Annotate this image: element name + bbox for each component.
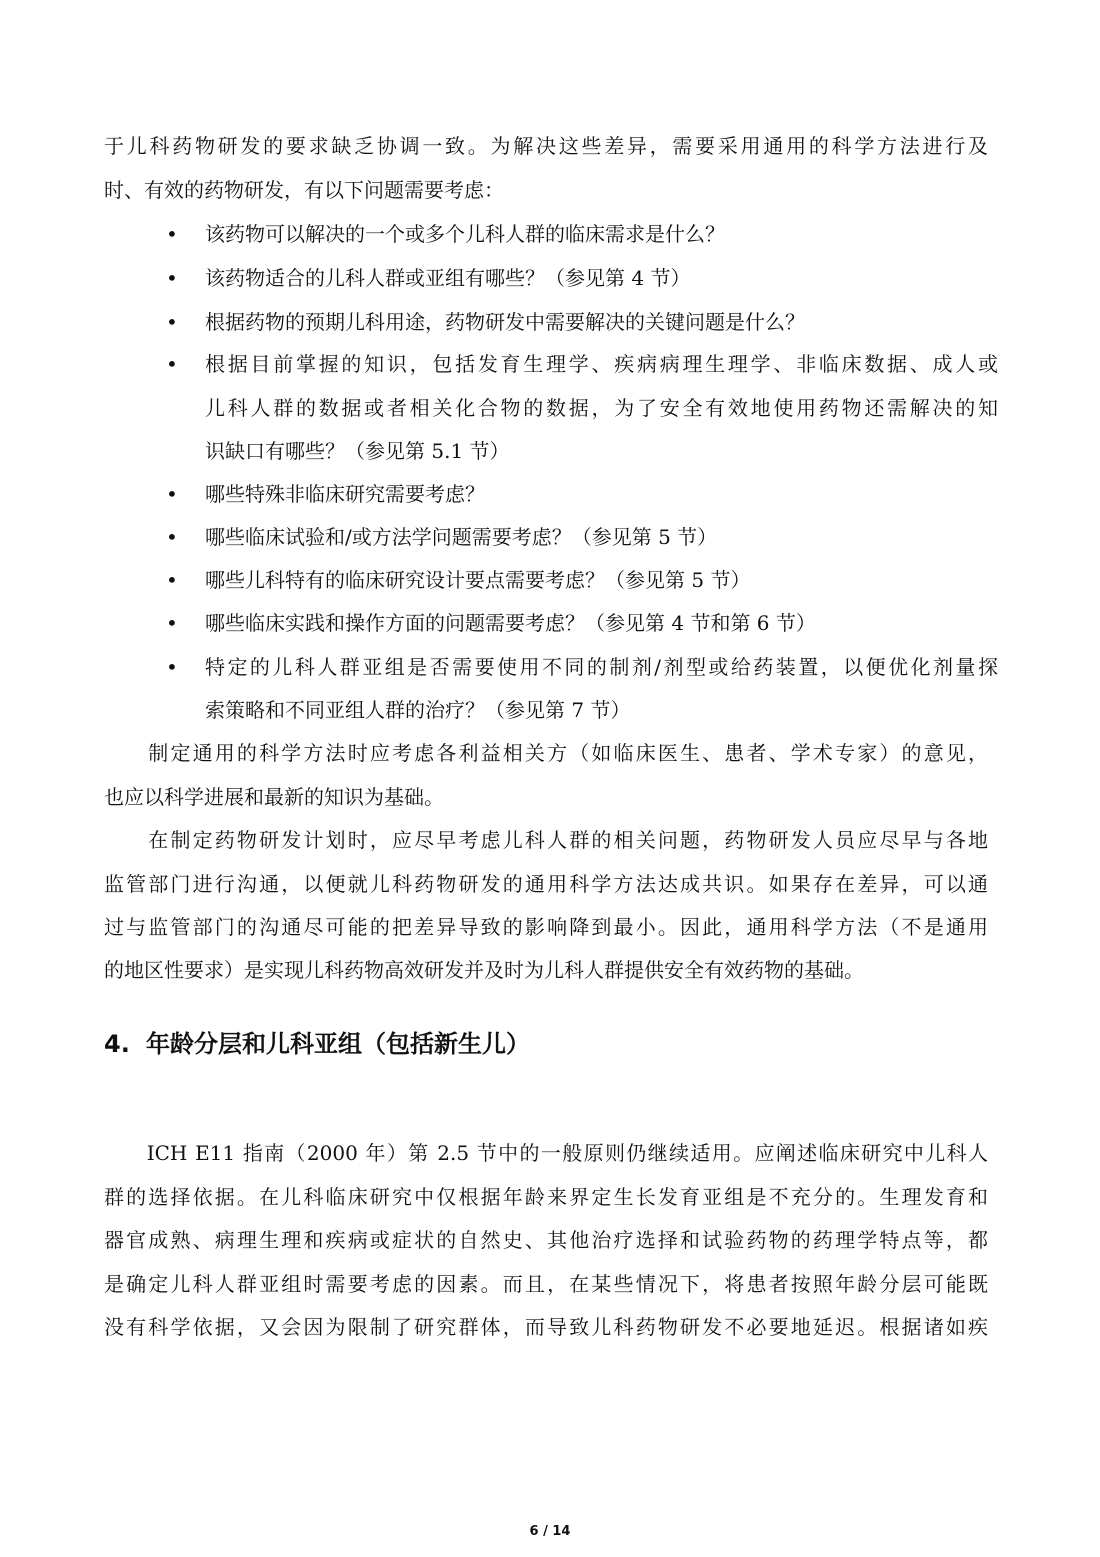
bullet-icon: • bbox=[166, 655, 178, 679]
list-item: 哪些临床试验和/或方法学问题需要考虑？（参见第 5 节） bbox=[205, 525, 718, 549]
section-heading bbox=[104, 1028, 530, 1060]
list-item: 哪些特殊非临床研究需要考虑？ bbox=[205, 482, 485, 506]
bullet-icon: • bbox=[166, 222, 178, 246]
list-item: 根据药物的预期儿科用途，药物研发中需要解决的关键问题是什么？ bbox=[205, 310, 805, 334]
paragraph-line: 制定通用的科学方法时应考虑各利益相关方（如临床医生、患者、学术专家）的意见， bbox=[104, 741, 988, 765]
bullet-icon: • bbox=[166, 266, 178, 290]
list-item: 哪些临床实践和操作方面的问题需要考虑？（参见第 4 节和第 6 节） bbox=[205, 611, 816, 635]
paragraph-line: 也应以科学进展和最新的知识为基础。 bbox=[104, 785, 444, 809]
list-item-line: 儿科人群的数据或者相关化合物的数据，为了安全有效地使用药物还需解决的知 bbox=[205, 396, 998, 420]
bullet-icon: • bbox=[166, 611, 178, 635]
bullet-icon: • bbox=[166, 310, 178, 334]
list-item-line: 索策略和不同亚组人群的治疗？（参见第 7 节） bbox=[205, 698, 631, 722]
paragraph-line: 器官成熟、病理生理和疾病或症状的自然史、其他治疗选择和试验药物的药理学特点等，都 bbox=[104, 1228, 988, 1252]
paragraph-line: 群的选择依据。在儿科临床研究中仅根据年龄来界定生长发育亚组是不充分的。生理发育和 bbox=[104, 1185, 988, 1209]
paragraph-line: ICH E11 指南（2000 年）第 2.5 节中的一般原则仍继续适用。应阐述临床研究中儿科人 bbox=[104, 1141, 988, 1165]
bullet-icon: • bbox=[166, 352, 178, 376]
list-item: 该药物适合的儿科人群或亚组有哪些？（参见第 4 节） bbox=[205, 266, 691, 290]
paragraph-line: 在制定药物研发计划时，应尽早考虑儿科人群的相关问题，药物研发人员应尽早与各地 bbox=[104, 828, 988, 852]
list-item-line: 特定的儿科人群亚组是否需要使用不同的制剂/剂型或给药装置，以便优化剂量探 bbox=[205, 655, 998, 679]
paragraph-line: 监管部门进行沟通，以便就儿科药物研发的通用科学方法达成共识。如果存在差异，可以通 bbox=[104, 872, 988, 896]
section-title: 年龄分层和儿科亚组（包括新生儿） bbox=[146, 1030, 530, 1058]
list-item-line: 识缺口有哪些？（参见第 5.1 节） bbox=[205, 439, 510, 463]
list-item: 该药物可以解决的一个或多个儿科人群的临床需求是什么？ bbox=[205, 222, 725, 246]
intro-line-1: 于儿科药物研发的要求缺乏协调一致。为解决这些差异，需要采用通用的科学方法进行及 bbox=[104, 134, 988, 158]
section-number: 4. bbox=[104, 1030, 130, 1058]
intro-line-2: 时、有效的药物研发，有以下问题需要考虑： bbox=[104, 178, 504, 202]
paragraph-line: 没有科学依据，又会因为限制了研究群体，而导致儿科药物研发不必要地延迟。根据诸如疾 bbox=[104, 1315, 988, 1339]
list-item-line: 根据目前掌握的知识，包括发育生理学、疾病病理生理学、非临床数据、成人或 bbox=[205, 352, 998, 376]
bullet-icon: • bbox=[166, 525, 178, 549]
paragraph-line: 的地区性要求）是实现儿科药物高效研发并及时为儿科人群提供安全有效药物的基础。 bbox=[104, 958, 864, 982]
bullet-icon: • bbox=[166, 482, 178, 506]
bullet-icon: • bbox=[166, 568, 178, 592]
list-item: 哪些儿科特有的临床研究设计要点需要考虑？（参见第 5 节） bbox=[205, 568, 751, 592]
paragraph-line: 是确定儿科人群亚组时需要考虑的因素。而且，在某些情况下，将患者按照年龄分层可能既 bbox=[104, 1272, 988, 1296]
page-number: 6 / 14 bbox=[529, 1524, 571, 1539]
paragraph-line: 过与监管部门的沟通尽可能的把差异导致的影响降到最小。因此，通用科学方法（不是通用 bbox=[104, 915, 988, 939]
